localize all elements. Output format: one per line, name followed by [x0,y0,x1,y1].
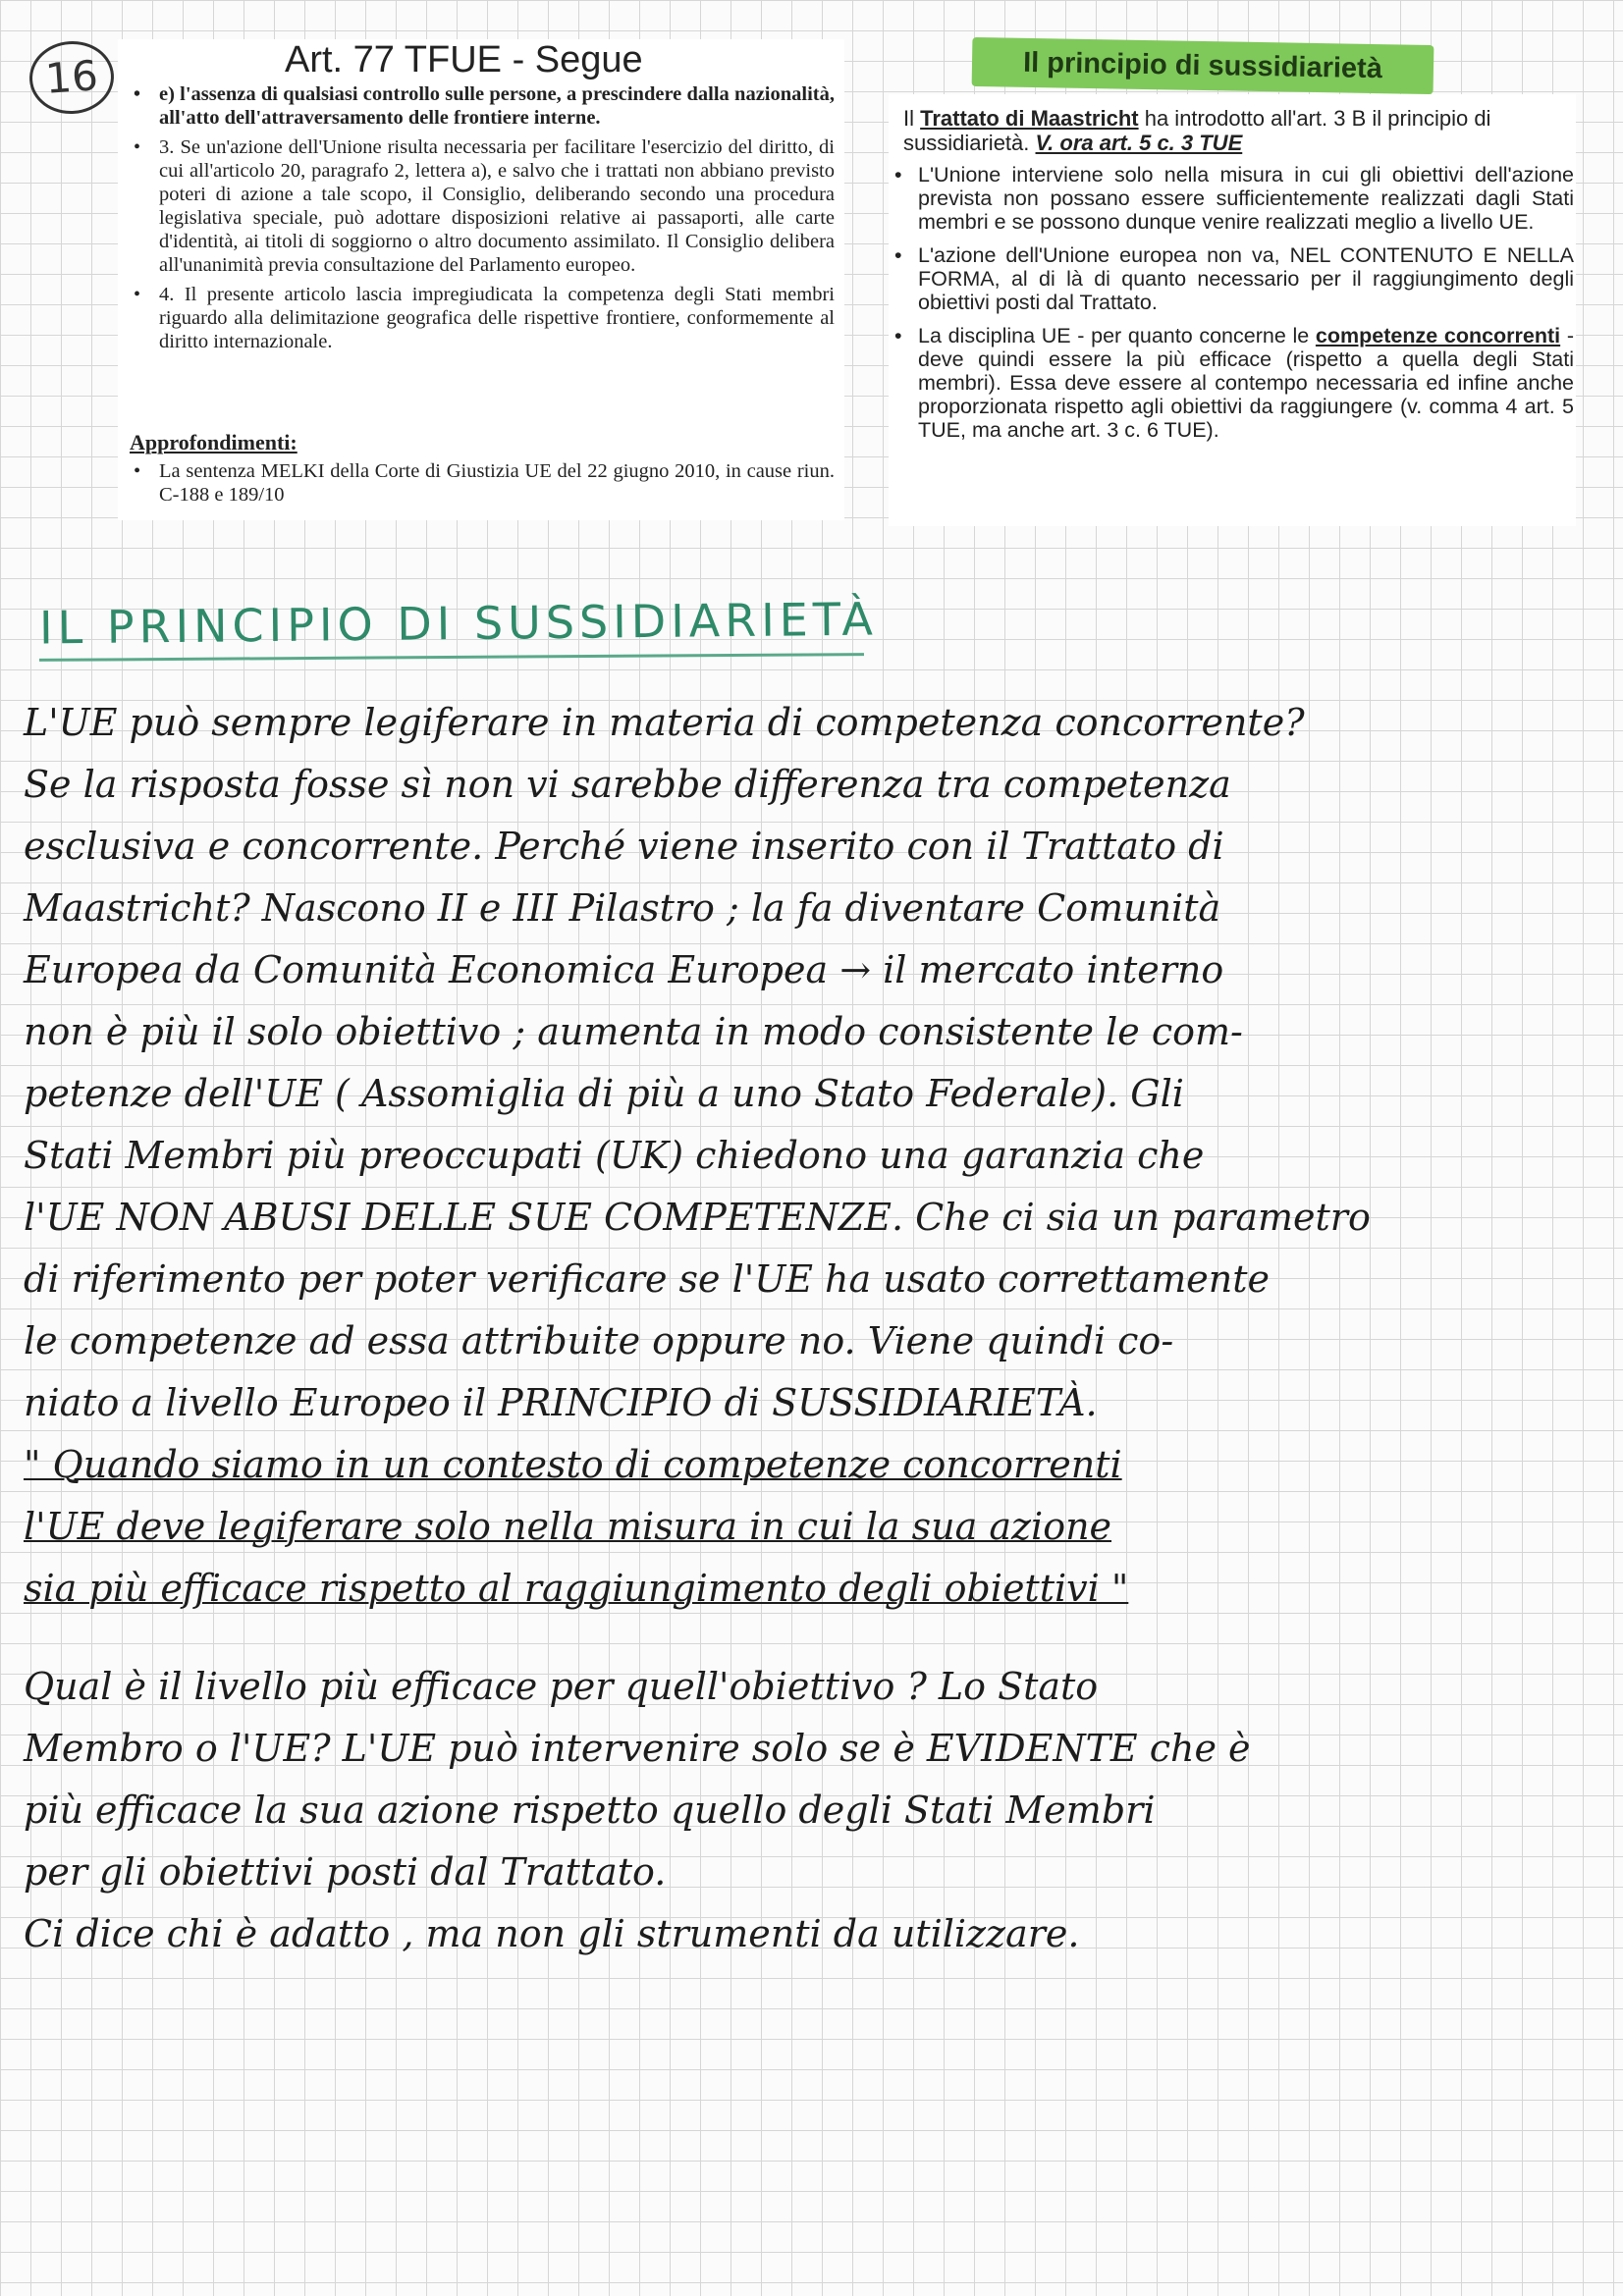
approfondimenti-heading: Approfondimenti: [130,430,298,454]
handwritten-quote-line: l'UE deve legiferare solo nella misura in cui la sua azione [24,1505,1112,1548]
handwritten-line: non è più il solo obiettivo ; aumenta in modo consistente le com- [24,1010,1243,1053]
intro-reference: V. ora art. 5 c. 3 TUE [1035,131,1243,155]
handwritten-line: l'UE NON ABUSI DELLE SUE COMPETENZE. Che ci sia un parametro [24,1196,1371,1239]
handwritten-line: Membro o l'UE? L'UE può intervenire solo se è EVIDENTE che è [24,1727,1251,1770]
handwritten-line: Qual è il livello più efficace per quell'obiettivo ? Lo Stato [24,1665,1099,1708]
handwritten-line: per gli obiettivi posti dal Trattato. [24,1850,667,1894]
left-box-title: Art. 77 TFUE - Segue [285,39,643,80]
handwritten-line: Europea da Comunità Economica Europea → il mercato interno [24,948,1224,991]
left-box-list [128,82,835,359]
handwritten-line: più efficace la sua azione rispetto quello degli Stati Membri [24,1789,1156,1832]
item-keyword: competenze concorrenti [1315,324,1561,347]
handwritten-line: di riferimento per poter verificare se l'UE ha usato correttamente [24,1257,1271,1301]
right-box-item: • L'azione dell'Unione europea non va, NEL CONTENUTO E NELLA FORMA, al di là di quanto necessario per il raggiungimento degli obiettivi posti dal Trattato. [889,243,1574,314]
handwritten-quote-line: " Quando siamo in un contesto di competenze concorrenti [24,1443,1122,1486]
right-box-intro [903,106,1571,155]
handwritten-quote-line: sia più efficace rispetto al raggiungimento degli obiettivi " [24,1567,1129,1610]
page-number: 16 [27,38,117,117]
approfondimenti-item: • La sentenza MELKI della Corte di Giustizia UE del 22 giugno 2010, in cause riun. C-188 e 189/10 [128,459,835,507]
handwritten-line: Stati Membri più preoccupati (UK) chiedono una garanzia che [24,1134,1205,1177]
intro-text: ha introdotto all'art. 3 B il principio di sussidiarietà. [903,106,1491,155]
handwritten-title: IL PRINCIPIO DI SUSSIDIARIETÀ [38,592,879,655]
right-box-list [889,163,1574,452]
handwritten-line: le competenze ad essa attribuite oppure no. Viene quindi co- [24,1319,1174,1362]
item-text: La disciplina UE - per quanto concerne le [918,324,1316,347]
handwritten-line: petenze dell'UE ( Assomiglia di più a uno Stato Federale). Gli [24,1072,1184,1115]
right-box-item [889,324,1574,442]
left-box-item: • 4. Il presente articolo lascia impregiudicata la competenza degli Stati membri riguardo alla delimitazione geografica delle rispettive frontiere, conformemente al diritto internazionale. [128,283,835,353]
handwritten-line: niato a livello Europeo il PRINCIPIO di SUSSIDIARIETÀ. [24,1381,1098,1424]
left-box-item: • e) l'assenza di qualsiasi controllo sulle persone, a prescindere dalla nazionalità, all'atto dell'attraversamento delle frontiere interne. [128,82,835,130]
right-box-item: • L'Unione interviene solo nella misura in cui gli obiettivi dell'azione prevista non possano essere sufficientemente realizzati dagli Stati membri e se possono dunque venire realizzati meglio a livello UE. [889,163,1574,234]
intro-treaty-name: Trattato di Maastricht [920,106,1139,131]
handwritten-line: L'UE può sempre legiferare in materia di competenza concorrente? [24,701,1305,744]
handwritten-line: Se la risposta fosse sì non vi sarebbe differenza tra competenza [24,763,1231,806]
approfondimenti-list [128,459,835,507]
left-box-item: • 3. Se un'azione dell'Unione risulta necessaria per facilitare l'esercizio del diritto, di cui all'articolo 20, paragrafo 2, lettera a), e salvo che i trattati non abbiano previsto poteri di azione a tale scopo, il Consiglio, deliberando secondo una procedura legislativa speciale, può adottare disposizioni relative ai passaporti, alle carte d'identità, ai titoli di soggiorno o altro documento assimilato. Il Consiglio delibera all'unanimità previa consultazione del Parlamento europeo. [128,135,835,277]
item-text: - deve quindi essere la più efficace (rispetto a quella degli Stati membri). Essa deve essere al contempo necessaria ed infine anche proporzionata rispetto agli obiettivi da raggiungere (v. comma 4 art. 5 TUE, ma anche art. 3 c. 6 TUE). [918,324,1574,442]
handwritten-line: Ci dice chi è adatto , ma non gli strumenti da utilizzare. [24,1912,1080,1955]
handwritten-title-underline [39,653,864,662]
right-box-title: Il principio di sussidiarietà [972,37,1434,94]
intro-text: Il [903,106,921,131]
handwritten-line: esclusiva e concorrente. Perché viene inserito con il Trattato di [24,825,1224,868]
handwritten-line: Maastricht? Nascono II e III Pilastro ; la fa diventare Comunità [24,886,1221,930]
